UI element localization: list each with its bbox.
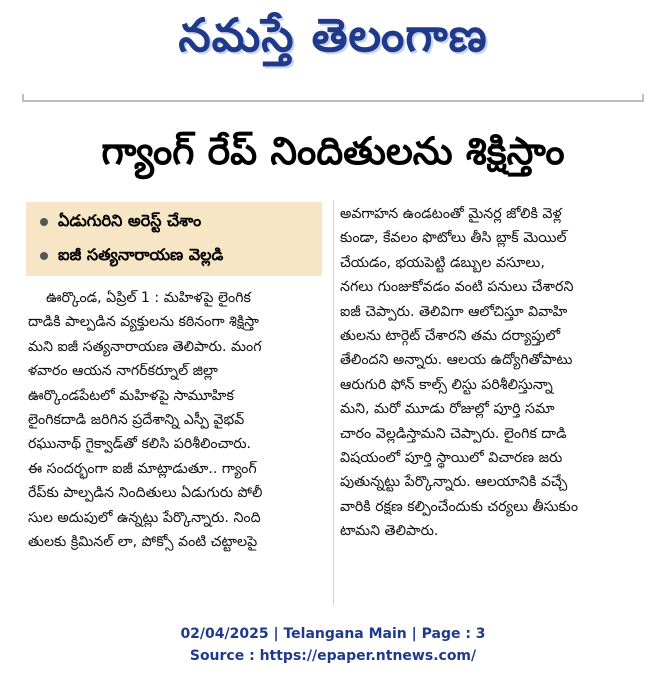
column-divider [333,200,334,605]
rule-tick-left [22,94,24,102]
masthead [0,0,666,82]
article-line: చేయడం, భయపెట్టి డబ్బుల వసూలు, [340,254,545,271]
article-line: ఊర్కొండ, ఏప్రిల్ 1 : మహిళపై లైంగిక [46,290,251,306]
article-line: ఆరుగురి ఫోన్ కాల్స్ లిస్టు పరిశీలిస్తున్నా [340,376,553,393]
article-line: ళవారం ఆయన నాగర్‌కర్నూల్ జిల్లా [28,363,218,380]
article-line: మని ఐజీ సత్యనారాయణ తెలిపారు. మంగ [28,338,262,355]
footer-date-page: 02/04/2025 | Telangana Main | Page : 3 [180,626,486,642]
article-line: నగలు గుంజుకోవడం వంటి పనులు చేశారని [340,279,574,296]
masthead-rule [22,100,644,102]
rule-tick-right [642,94,644,102]
article-line: కుండా, కేవలం ఫొటోలు తీసి బ్లాక్ మెయిల్ [340,230,567,247]
article-column-right [340,202,644,543]
article-line: విషయంలో పూర్తి స్థాయిలో విచారణ జరు [340,449,563,466]
article-line: లైంగికదాడి జరిగిన ప్రదేశాన్ని ఎస్పీ వైభవ్ [28,411,245,428]
article-line: ఐజీ చెప్పారు. తెలివిగా ఆలోచిస్తూ వివాహి [340,303,568,320]
masthead-logo: నమస్తే తెలంగాణ [178,8,488,62]
article-line: తులను టార్గెట్ చేశారని తమ దర్యాప్తులో [340,327,561,344]
article-line: రఘునాథ్ గైక్వాడ్‌తో కలిసి పరిశీలించారు. [28,436,252,453]
subhead-item [40,208,320,236]
article-line: రేప్‌కు పాల్పడిన నిందితులు ఏడుగురు పోలీ [28,485,263,502]
bullet-icon [40,218,48,226]
article-line: వారికి రక్షణ కల్పించేందుకు చర్యలు తీసుకుం [340,498,579,515]
article-line: పుతున్నట్టు పేర్కొన్నారు. ఆలయానికి వచ్చే [340,474,568,491]
footer-source: Source : https://epaper.ntnews.com/ [189,648,477,664]
subhead-text: ఏడుగురిని అరెస్ట్ చేశాం [58,210,202,230]
subhead-box [26,202,322,276]
article-column-left [28,286,324,554]
bullet-icon [40,252,48,260]
article-line: అవగాహన ఉండటంతో మైనర్ల జోలికి వెళ్ల [340,206,562,222]
article-line: మని, మరో మూడు రోజుల్లో పూర్తి సమా [340,401,555,418]
headline: గ్యాంగ్ రేప్ నిందితులను శిక్షిస్తాం [101,129,565,173]
article-line: తులకు క్రిమినల్ లా, పోక్సో వంటి చట్టాలపై [28,533,258,550]
subhead-text: ఐజీ సత్యనారాయణ వెల్లడి [58,244,224,264]
article-line: దాడికి పాల్పడిన వ్యక్తులను కఠినంగా శిక్షిస్తా [28,314,259,331]
article-line: ఈ సందర్భంగా ఐజీ మాట్లాడుతూ.. గ్యాంగ్ [28,460,257,477]
article-line: ఊర్కొండపేటలో మహిళపై సామూహిక [28,387,234,404]
article-line: చారం వెల్లడిస్తామని చెప్పారు. లైంగిక దాడి [340,425,567,442]
article-line: సుల అదుపులో ఉన్నట్లు పేర్కొన్నారు. నింది [28,509,261,526]
article-line: టామని తెలిపారు. [340,523,439,540]
article-line: తేలిందని అన్నారు. ఆలయ ఉద్యోగితోపాటు [340,352,573,369]
subhead-item [40,242,320,270]
